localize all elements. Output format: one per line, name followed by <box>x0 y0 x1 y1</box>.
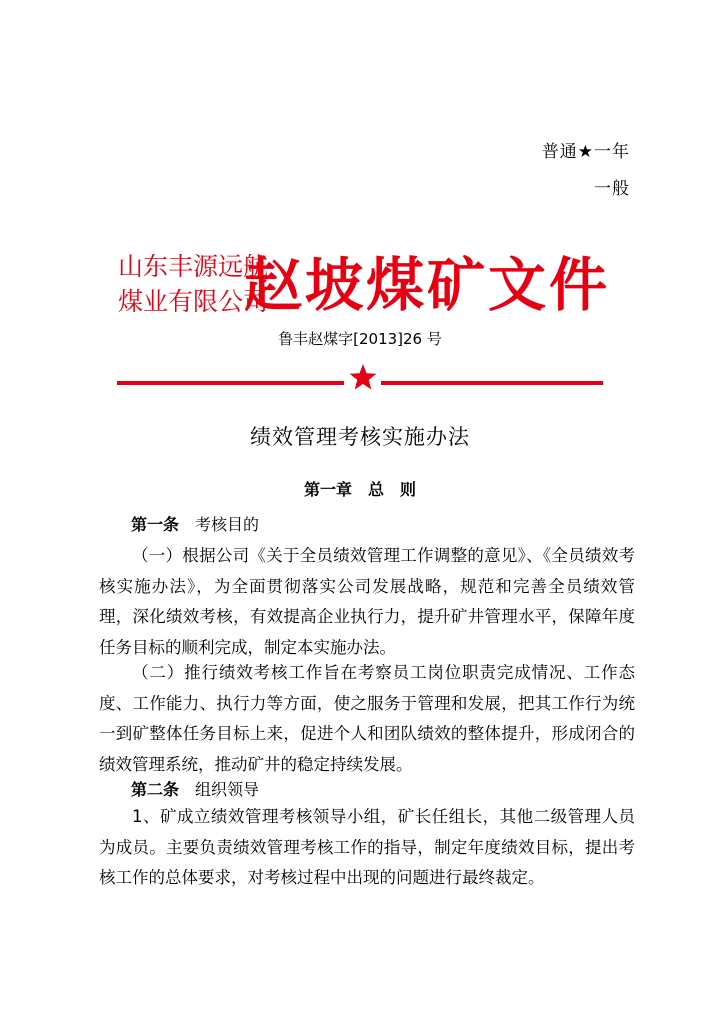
classification-level: 普通★一年 <box>541 142 630 162</box>
document-number: 鲁丰赵煤字[2013]26 号 <box>278 330 442 348</box>
issuing-org-line2: 煤业有限公司 <box>118 287 269 316</box>
issuing-org-line1: 山东丰源远航 <box>118 252 269 281</box>
article-1-subject: 考核目的 <box>195 515 260 534</box>
document-title: 绩效管理考核实施办法 <box>250 425 470 449</box>
red-rule-right <box>381 381 603 385</box>
article-1-label: 第一条 <box>131 515 180 534</box>
article-2-heading <box>131 777 259 800</box>
chapter-heading: 第一章 总 则 <box>303 480 416 499</box>
paragraph-2: （二）推行绩效考核工作旨在考察员工岗位职责完成情况、工作态度、工作能力、执行力等方面，使之服务于管理和发展，把其工作行为统一到矿整体任务目标上来，促进个人和团队绩效的整体提升，形成闭合的绩效管理系统，推动矿井的稳定持续发展。 <box>99 663 635 774</box>
urgency-level: 一般 <box>594 179 630 199</box>
paragraph-1: （一）根据公司《关于全员绩效管理工作调整的意见》、《全员绩效考核实施办法》，为全面贯彻落实公司发展战略，规范和完善全员绩效管理，深化绩效考核，有效提高企业执行力，提升矿井管理水平，保障年度任务目标的顺利完成，制定本实施办法。 <box>99 546 635 657</box>
document-head-title: 赵坡煤矿文件 <box>244 251 611 319</box>
red-star-icon <box>348 362 378 392</box>
paragraph-3: 1、矿成立绩效管理考核领导小组，矿长任组长，其他二级管理人员为成员。主要负责绩效管理考核工作的指导，制定年度绩效目标，提出考核工作的总体要求，对考核过程中出现的问题进行最终裁定。 <box>99 807 635 887</box>
article-2-label: 第二条 <box>131 780 180 799</box>
article-2-subject: 组织领导 <box>195 780 260 799</box>
article-1-heading <box>131 512 259 535</box>
red-rule-left <box>117 381 344 385</box>
